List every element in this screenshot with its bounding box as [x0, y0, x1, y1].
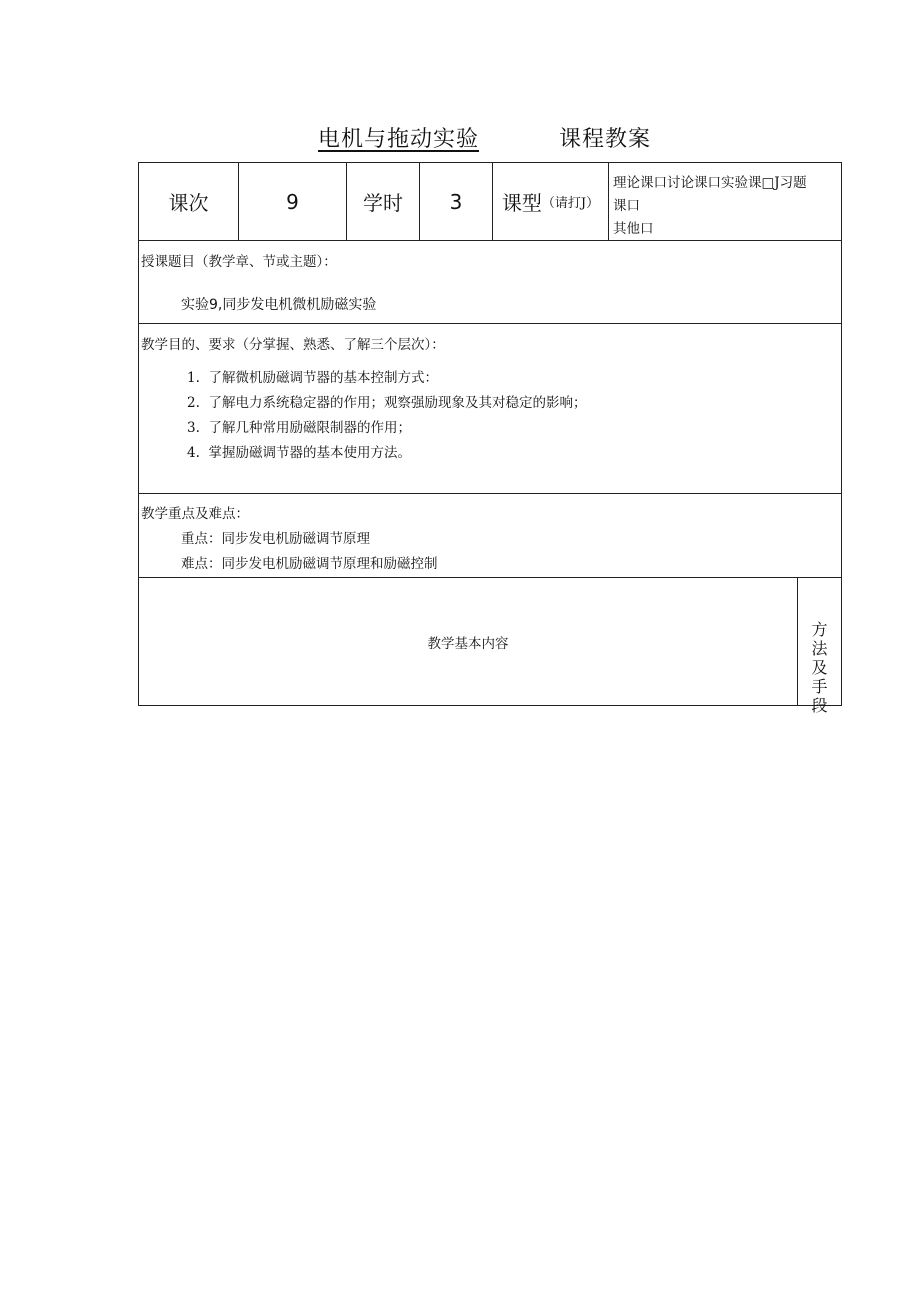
method-char: 手: [811, 677, 828, 696]
objective-num: 3.: [187, 420, 200, 436]
content-row: [139, 578, 841, 715]
objective-item: [187, 366, 438, 386]
objectives-label: 教学目的、要求（分掌握、熟悉、了解三个层次）：: [141, 337, 445, 353]
document-title: [0, 122, 920, 156]
method-label: [798, 620, 841, 715]
difficulty-text: 难点：同步发电机励磁调节原理和励磁控制: [181, 556, 438, 572]
method-char: 法: [811, 639, 828, 658]
objective-text: 了解几种常用励磁限制器的作用；: [208, 420, 411, 436]
type-options-cell: [609, 163, 841, 240]
objective-num: 2.: [187, 395, 200, 411]
key-points-label: 教学重点及难点：: [141, 506, 249, 522]
objective-item: [187, 441, 411, 461]
objective-num: 4.: [187, 445, 200, 461]
hours-value: 3: [449, 189, 463, 214]
topic-value: 实验9,同步发电机微机励磁实验: [181, 297, 377, 313]
doc-type: 课程教案: [559, 127, 652, 152]
key-points-row: [139, 494, 841, 578]
topic-row: [139, 241, 841, 324]
info-row: [139, 163, 841, 241]
method-cell: [798, 578, 841, 715]
session-label: 课次: [168, 191, 209, 215]
course-name: 电机与拖动实验: [318, 127, 480, 152]
content-label: 教学基本内容: [427, 635, 509, 652]
type-label: 课型: [501, 191, 542, 215]
objective-num: 1.: [187, 370, 200, 386]
type-label-cell: [493, 163, 609, 240]
method-char: 段: [811, 696, 828, 715]
method-char: 及: [811, 658, 828, 677]
focus-text: 重点：同步发电机励磁调节原理: [181, 531, 370, 547]
type-options-line2: 课口: [613, 198, 640, 214]
type-options-line1: 理论课口讨论课口实验课□J习题: [613, 175, 807, 191]
content-label-cell: [139, 578, 798, 705]
session-label-cell: [139, 163, 239, 240]
type-options-line3: 其他口: [613, 221, 654, 237]
objective-text: 掌握励磁调节器的基本使用方法。: [208, 445, 411, 461]
hours-label: 学时: [363, 191, 403, 215]
objective-item: [187, 416, 411, 436]
objectives-row: [139, 324, 841, 494]
method-char: 方: [811, 620, 828, 639]
hours-label-cell: [347, 163, 420, 240]
type-hint: （请打J）: [541, 196, 600, 211]
topic-label: 授课题目（教学章、节或主题）：: [141, 254, 337, 270]
hours-value-cell: [420, 163, 493, 240]
lesson-plan-table: [138, 162, 842, 715]
objective-text: 了解微机励磁调节器的基本控制方式：: [208, 370, 438, 386]
session-value-cell: [239, 163, 347, 240]
objective-item: [187, 391, 586, 411]
session-value: 9: [286, 189, 299, 214]
objective-text: 了解电力系统稳定器的作用；观察强励现象及其对稳定的影响；: [208, 395, 587, 411]
